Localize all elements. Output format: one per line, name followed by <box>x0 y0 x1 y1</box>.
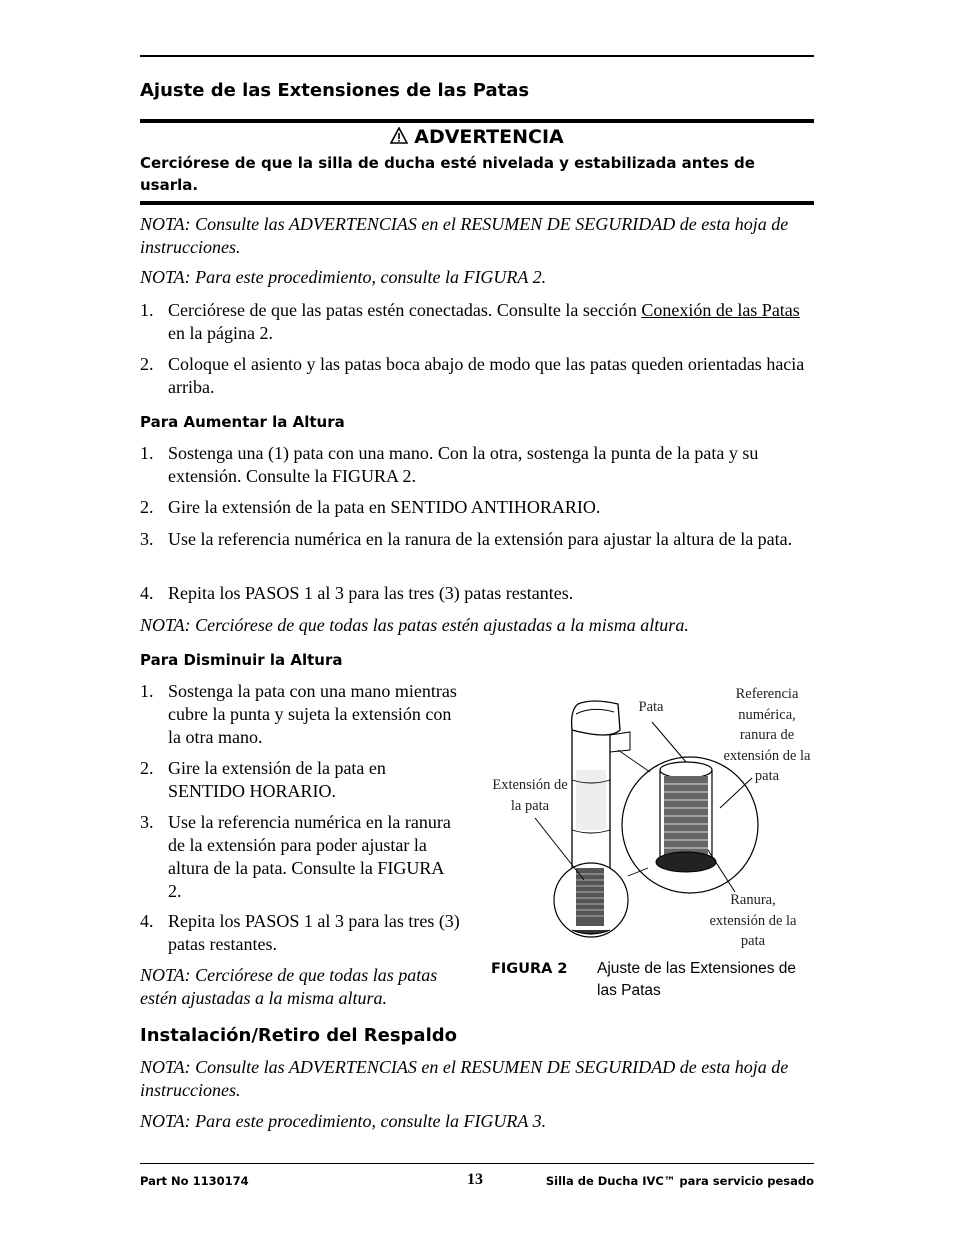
list-text: Repita los PASOS 1 al 3 para las tres (3) patas restantes. <box>168 911 460 954</box>
footer-rule <box>140 1163 814 1164</box>
list-text: Sostenga la pata con una mano mientras cubre la punta y sujeta la extensión con la otra mano. <box>168 681 457 747</box>
list-item <box>140 910 460 956</box>
figure-label-extension: Extensión de la pata <box>492 777 568 814</box>
note-same-height: NOTA: Cerciórese de que todas las patas estén ajustadas a la misma altura. <box>140 965 438 1008</box>
list-text: Use la referencia numérica en la ranura de la extensión para ajustar la altura de la pata. <box>168 529 793 549</box>
list-number: 1. <box>140 681 154 701</box>
list-text: Coloque el asiento y las patas boca abajo de modo que las patas queden orientadas hacia arriba. <box>168 354 805 397</box>
list-item <box>140 528 814 574</box>
list-item <box>140 757 460 803</box>
list-item <box>140 299 814 345</box>
warning-triangle-icon <box>390 127 408 144</box>
step-text: en la página 2. <box>168 323 273 343</box>
list-number: 4. <box>140 583 154 603</box>
note-same-height: NOTA: Cerciórese de que todas las patas estén ajustadas a la misma altura. <box>140 615 689 635</box>
step-text: Cerciórese de que las patas estén conectadas. Consulte la sección <box>168 300 642 320</box>
list-number: 3. <box>140 529 154 549</box>
warning-text: Cerciórese de que la silla de ducha esté nivelada y estabilizada antes de usarla. <box>140 154 755 194</box>
list-text: Use la referencia numérica en la ranura de la extensión para poder ajustar la altura de la pata. Consulte la FIGURA 2. <box>168 812 451 901</box>
warning-heading-text: ADVERTENCIA <box>414 126 564 148</box>
list-text: Gire la extensión de la pata en SENTIDO ANTIHORARIO. <box>168 497 601 517</box>
link-conexion-patas[interactable]: Conexión de las Patas <box>641 300 800 320</box>
note-figure: NOTA: Para este procedimiento, consulte la FIGURA 3. <box>140 1111 547 1131</box>
footer-page-number: 13 <box>467 1171 483 1188</box>
list-number: 2. <box>140 758 154 778</box>
list-text <box>168 299 818 345</box>
note-safety: NOTA: Consulte las ADVERTENCIAS en el RESUMEN DE SEGURIDAD de esta hoja de instrucciones. <box>140 1057 789 1100</box>
figure-label-referencia: Referencia numérica, ranura de extensión de la pata <box>723 686 811 784</box>
list-number: 1. <box>140 300 154 320</box>
list-item <box>140 442 814 488</box>
note-figure: NOTA: Para este procedimiento, consulte la FIGURA 2. <box>140 267 547 287</box>
list-number: 2. <box>140 354 154 374</box>
list-item <box>140 582 814 605</box>
figure-caption-text: Ajuste de las Extensiones de las Patas <box>597 960 797 999</box>
subsection-title-decrease: Para Disminuir la Altura <box>140 651 343 669</box>
list-text: Repita los PASOS 1 al 3 para las tres (3) patas restantes. <box>168 583 574 603</box>
list-text: Gire la extensión de la pata en SENTIDO HORARIO. <box>168 758 386 801</box>
warning-top-rule <box>140 119 814 123</box>
figure-caption-label: FIGURA 2 <box>491 961 568 977</box>
list-item <box>140 353 814 399</box>
figure-label-pata: Pata <box>638 699 664 715</box>
subsection-title-increase: Para Aumentar la Altura <box>140 413 345 431</box>
list-text: Sostenga una (1) pata con una mano. Con la otra, sostenga la punta de la pata y su extensión. Consulte la FIGURA 2. <box>168 443 759 486</box>
footer-part-no: Part No 1130174 <box>140 1174 249 1188</box>
list-item <box>140 680 460 749</box>
list-number: 4. <box>140 911 154 931</box>
list-number: 1. <box>140 443 154 463</box>
warning-heading <box>140 126 814 148</box>
top-rule <box>140 55 814 57</box>
figure-label-ranura: Ranura, extensión de la pata <box>709 892 797 949</box>
list-item <box>140 811 460 903</box>
section-title: Instalación/Retiro del Respaldo <box>140 1025 458 1046</box>
list-number: 3. <box>140 812 154 832</box>
section-title: Ajuste de las Extensiones de las Patas <box>140 80 530 101</box>
list-number: 2. <box>140 497 154 517</box>
warning-bottom-rule <box>140 201 814 205</box>
list-item <box>140 496 814 519</box>
footer-product: Silla de Ducha IVC™ para servicio pesado <box>545 1174 814 1188</box>
note-safety: NOTA: Consulte las ADVERTENCIAS en el RESUMEN DE SEGURIDAD de esta hoja de instrucciones. <box>140 214 789 257</box>
